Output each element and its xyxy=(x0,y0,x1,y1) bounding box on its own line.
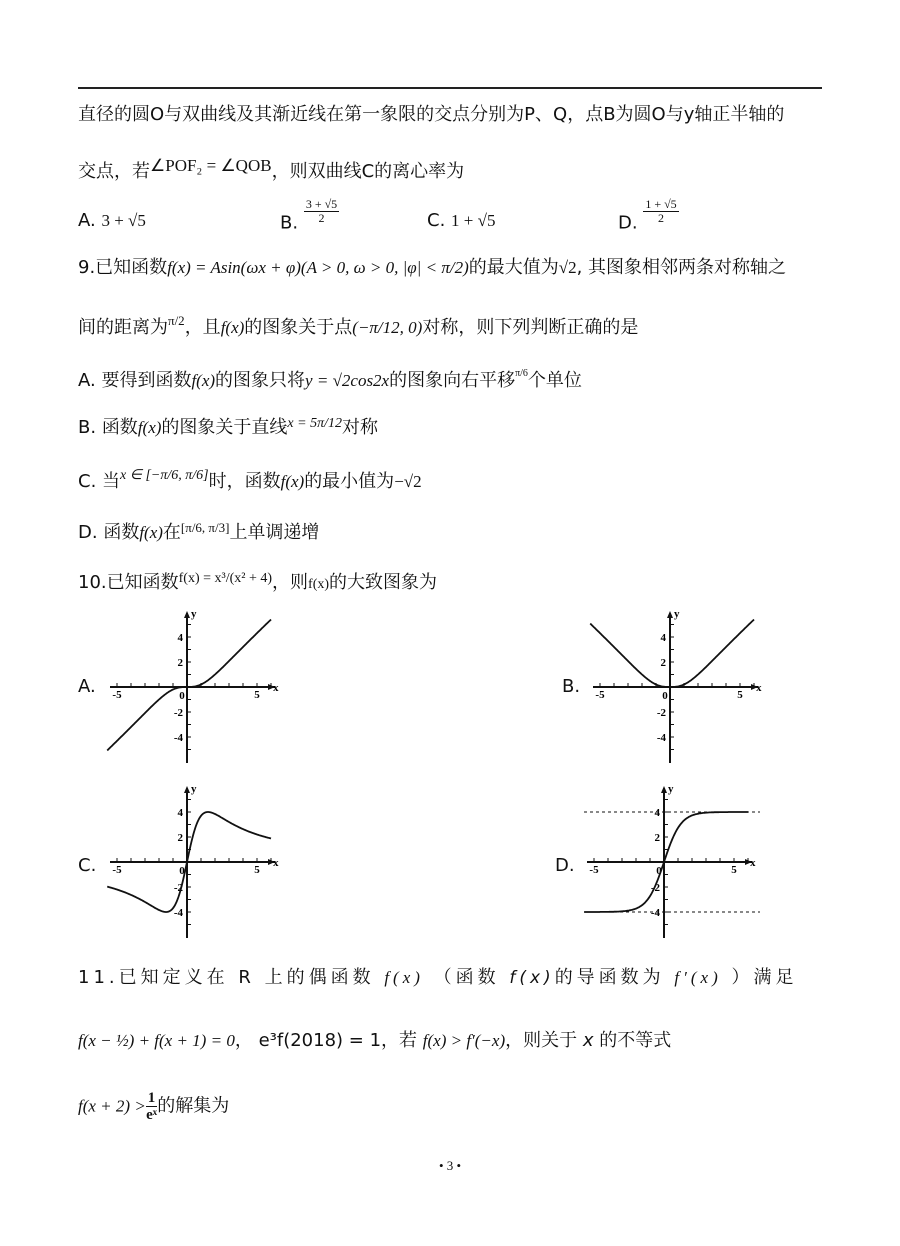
numerator: 1 + √5 xyxy=(645,197,677,211)
q8-option-d xyxy=(618,198,679,234)
distance: π/2 xyxy=(168,313,185,328)
min-value: −√2 xyxy=(394,472,422,491)
graph-b-label: B. xyxy=(562,676,581,697)
header-rule xyxy=(78,87,822,89)
text: 函数 xyxy=(103,522,140,543)
y-tick-label: -4 xyxy=(173,907,183,919)
y-tick-label: 2 xyxy=(177,832,183,844)
fx: f(x) xyxy=(384,968,424,987)
text: 的解集为 xyxy=(157,1095,230,1117)
option-label: C. xyxy=(427,210,446,231)
text: 的图象关于点 xyxy=(244,317,353,338)
x-tick-label: 5 xyxy=(737,689,743,701)
y-tick-label: 2 xyxy=(660,657,666,669)
fraction xyxy=(643,198,678,225)
function-formula: f(x) = Asin(ωx + φ) xyxy=(167,258,301,277)
y-tick-label: 4 xyxy=(654,807,660,819)
y-tick-label: -2 xyxy=(173,882,183,894)
text: 上单调递增 xyxy=(229,522,320,543)
y-tick-label: -4 xyxy=(173,732,183,744)
y-tick-label: 2 xyxy=(654,832,660,844)
y-axis-name: y xyxy=(674,608,680,620)
interval: [π/6, π/3] xyxy=(180,520,230,535)
graph-d-label: D. xyxy=(555,855,575,876)
variable: x xyxy=(582,1030,594,1051)
y-axis-name: y xyxy=(191,783,197,795)
y-tick-label: 4 xyxy=(177,807,183,819)
text: 函数 xyxy=(101,417,138,438)
text: 的图象向右平移 xyxy=(389,370,516,391)
page-number: • 3 • xyxy=(438,1158,462,1173)
graph-d[interactable] xyxy=(582,780,762,940)
denominator: 2 xyxy=(658,211,664,225)
graph-c-label: C. xyxy=(78,855,97,876)
option-value: 1 + √5 xyxy=(451,211,496,230)
text: ，且 xyxy=(184,317,221,338)
x-axis-name: x xyxy=(273,857,279,869)
point: (−π/12, 0) xyxy=(352,318,423,337)
x-tick-label: 5 xyxy=(731,864,737,876)
option-label: A. xyxy=(78,210,96,231)
y-tick-label: 4 xyxy=(177,632,183,644)
shift: π/6 xyxy=(515,368,528,379)
origin-label: 0 xyxy=(179,690,185,702)
q11-line2 xyxy=(78,1028,671,1054)
text: 当 xyxy=(102,471,121,492)
q11-line1 xyxy=(78,965,797,991)
option-label: A. xyxy=(78,370,96,391)
q9-option-d xyxy=(78,515,319,546)
inequality: f(x + 2) > xyxy=(78,1096,146,1116)
text: 对称，则下列判断正确的是 xyxy=(422,317,639,338)
q8-option-b xyxy=(280,198,339,234)
text: 的大致图象为 xyxy=(329,572,438,593)
text: 间的距离为 xyxy=(78,317,168,338)
y-tick-label: 2 xyxy=(177,657,183,669)
x-axis-name: x xyxy=(273,682,279,694)
text: （函数 xyxy=(433,967,500,988)
numerator: 1 xyxy=(147,1090,156,1106)
q9-line2 xyxy=(78,308,638,341)
text: , 其图象相邻两条对称轴之 xyxy=(576,257,787,278)
numerator: 3 + √5 xyxy=(305,197,338,211)
option-label: D. xyxy=(618,212,638,234)
interval: x ∈ [−π/6, π/6] xyxy=(120,468,209,483)
fx: f(x) xyxy=(308,577,330,592)
q8-option-c xyxy=(427,210,495,231)
y-tick-label: -2 xyxy=(656,707,666,719)
text: 9.已知函数 xyxy=(78,257,168,278)
x-tick-label: -5 xyxy=(595,689,605,701)
x-tick-label: -5 xyxy=(112,689,122,701)
option-label: B. xyxy=(280,212,299,234)
fx: f(x) xyxy=(509,968,555,988)
text: 时，函数 xyxy=(208,471,281,492)
q8-line1: 直径的圆O与双曲线及其渐近线在第一象限的交点分别为P、Q，点B为圆O与y轴正半轴的 xyxy=(78,104,785,125)
text: 的不等式 xyxy=(599,1030,672,1051)
y-axis-name: y xyxy=(668,783,674,795)
origin-label: 0 xyxy=(656,865,662,877)
text: ， xyxy=(234,1030,253,1051)
option-label: D. xyxy=(78,522,98,543)
angle-equation: ∠POF₂ = ∠QOB xyxy=(150,156,272,175)
denominator: 2 xyxy=(318,211,325,225)
text: 个单位 xyxy=(527,370,582,391)
text: 的最大值为 xyxy=(468,257,559,278)
y-tick-label: 4 xyxy=(660,632,666,644)
x-tick-label: 5 xyxy=(254,689,260,701)
y-arrow-icon xyxy=(184,786,190,793)
q9-option-b xyxy=(78,411,378,441)
fx: f(x) xyxy=(137,418,162,437)
text: 的图象关于直线 xyxy=(161,417,288,438)
text: 对称 xyxy=(341,417,378,438)
fraction xyxy=(146,1090,158,1123)
y-tick-label: -2 xyxy=(173,707,183,719)
graph-c[interactable] xyxy=(105,780,285,940)
x-axis-name: x xyxy=(756,682,762,694)
derivative: f′(x) xyxy=(674,968,722,987)
text: ，则关于 xyxy=(505,1030,578,1051)
q8-line2 xyxy=(78,153,464,185)
origin-label: 0 xyxy=(179,865,185,877)
q11-line3 xyxy=(78,1090,229,1123)
condition: (A > 0, ω > 0, |φ| < π/2) xyxy=(300,258,469,277)
fx: f(x) xyxy=(191,371,216,390)
q10-line xyxy=(78,566,437,598)
equation: f(x − ½) + f(x + 1) = 0 xyxy=(78,1031,235,1050)
max-value: √2 xyxy=(558,258,577,277)
x-tick-label: -5 xyxy=(589,864,599,876)
option-value: 3 + √5 xyxy=(101,211,146,230)
text: 要得到函数 xyxy=(101,370,192,391)
q8-option-a xyxy=(78,210,146,231)
text: 交点，若 xyxy=(78,161,150,182)
formula: y = √2cos2x xyxy=(305,371,390,390)
text: ，若 xyxy=(381,1030,418,1051)
function-formula: f(x) = x³/(x² + 4) xyxy=(178,571,273,586)
fx: f(x) xyxy=(280,472,305,491)
y-arrow-icon xyxy=(661,786,667,793)
function-curve xyxy=(107,620,271,751)
option-label: B. xyxy=(78,417,97,438)
q9-line1 xyxy=(78,255,786,281)
text: ）满足 xyxy=(731,967,798,988)
y-arrow-icon xyxy=(667,611,673,618)
graph-b[interactable] xyxy=(588,605,768,765)
inequality: f(x) > f′(−x) xyxy=(422,1031,506,1050)
denominator: eˣ xyxy=(146,1107,158,1123)
text: 的最小值为 xyxy=(304,471,395,492)
q9-option-c xyxy=(78,463,422,495)
y-tick-label: -4 xyxy=(656,732,666,744)
function-curve xyxy=(590,620,754,688)
y-tick-label: -2 xyxy=(650,882,660,894)
fx: f(x) xyxy=(220,318,245,337)
origin-label: 0 xyxy=(662,690,668,702)
text: 的图象只将 xyxy=(215,370,306,391)
x-tick-label: -5 xyxy=(112,864,122,876)
text: 11.已知定义在 R 上的偶函数 xyxy=(78,967,375,988)
equation: e³f(2018) = 1 xyxy=(258,1030,382,1051)
text: ，则 xyxy=(272,572,309,593)
text: 10.已知函数 xyxy=(78,572,179,593)
graph-a-label: A. xyxy=(78,676,96,697)
text: ，则双曲线C的离心率为 xyxy=(271,161,465,182)
line-equation: x = 5π/12 xyxy=(287,416,342,431)
option-label: C. xyxy=(78,471,97,492)
x-axis-name: x xyxy=(750,857,756,869)
y-arrow-icon xyxy=(184,611,190,618)
fx: f(x) xyxy=(139,523,163,542)
y-axis-name: y xyxy=(191,608,197,620)
y-tick-label: -4 xyxy=(650,907,660,919)
graph-a[interactable] xyxy=(105,605,285,765)
x-tick-label: 5 xyxy=(254,864,260,876)
fraction xyxy=(304,198,339,225)
text: 的导函数为 xyxy=(554,967,665,988)
text: 在 xyxy=(162,522,181,543)
q9-option-a xyxy=(78,361,582,394)
